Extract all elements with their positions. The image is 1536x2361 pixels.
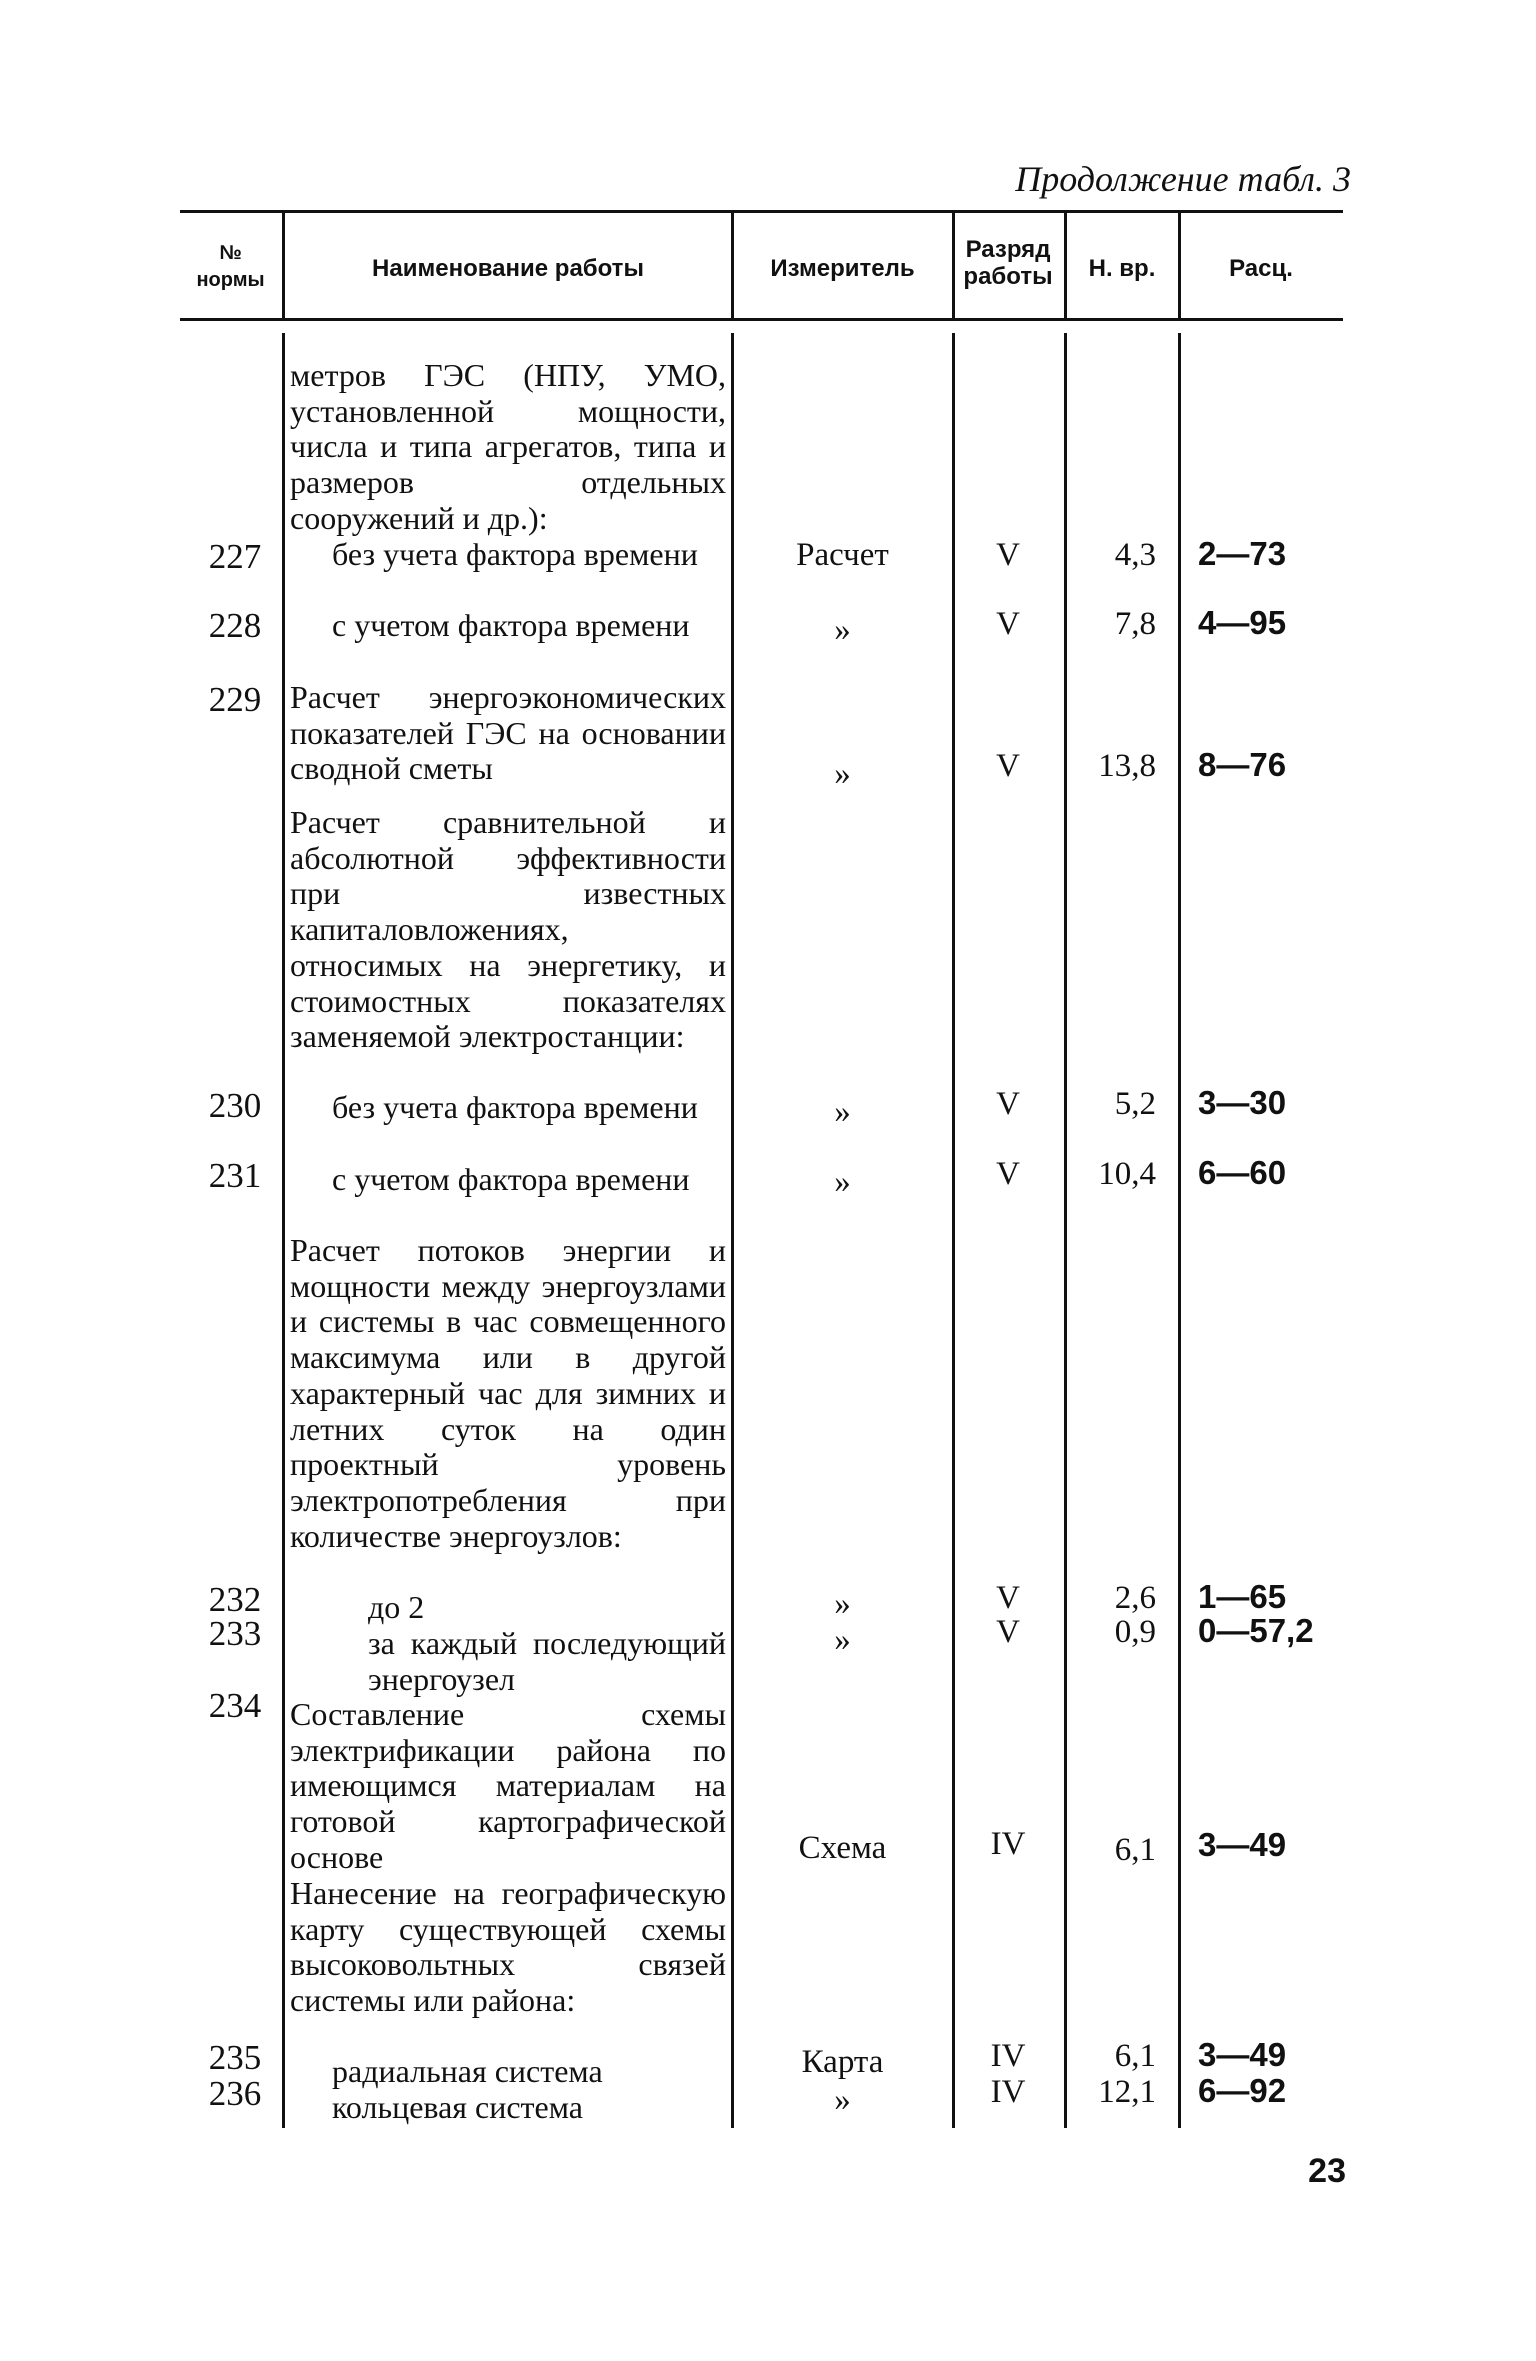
body-divider [1178, 333, 1181, 2128]
row-time: 13,8 [1098, 748, 1156, 784]
description-text: Расчет энергоэкономических показателей ГЭС на основании сводной сметы [290, 679, 726, 787]
row-time: 6,1 [1114, 2038, 1156, 2074]
row-rate: 8—76 [1198, 746, 1287, 783]
description-text: Расчет сравнительной и абсолютной эффективности при известных капиталовложениях, относимых на энергетику, и стоимостных показателях заменяемой электростанции: [290, 804, 726, 1055]
description-text: с учетом фактора времени [332, 607, 690, 643]
header-divider [731, 213, 734, 318]
row-rate: 2—73 [1198, 535, 1287, 572]
description-text: без учета фактора времени [332, 1089, 698, 1125]
header-unit: Измеритель [770, 255, 915, 282]
row-rate: 3—49 [1198, 1826, 1287, 1863]
row-grade: V [996, 1580, 1020, 1616]
row-number: 229 [208, 680, 262, 719]
description-text: без учета фактора времени [332, 536, 698, 572]
page-number: 23 [1308, 2152, 1346, 2190]
row-unit: » [834, 1586, 851, 1622]
row-number: 234 [208, 1686, 262, 1725]
description-text: метров ГЭС (НПУ, УМО, установленной мощности, числа и типа агрегатов, типа и размеров отдельных сооружений и др.): [290, 357, 726, 536]
row-time: 5,2 [1114, 1086, 1156, 1122]
header-time: Н. вр. [1088, 255, 1156, 282]
row-number: 236 [208, 2074, 262, 2113]
description-text: Нанесение на географическую карту существующей схемы высоковольтных связей системы или района: [290, 1875, 726, 2019]
header-bottom-rule [180, 318, 1343, 321]
row-unit: Схема [798, 1830, 887, 1866]
row-rate: 3—30 [1198, 1084, 1287, 1121]
body-divider [1064, 333, 1067, 2128]
row-number: 235 [208, 2038, 262, 2077]
description-text: Составление схемы электрификации района по имеющимся материалам на готовой картографической основе [290, 1696, 726, 1875]
row-unit: » [834, 1164, 851, 1200]
header-name: Наименование работы [372, 255, 644, 282]
row-rate: 0—57,2 [1198, 1612, 1314, 1649]
row-grade: IV [990, 2038, 1026, 2074]
row-unit: » [834, 1094, 851, 1130]
row-time: 12,1 [1098, 2074, 1156, 2110]
row-unit: Расчет [796, 537, 889, 573]
row-unit: » [834, 2082, 851, 2118]
description-text: Расчет потоков энергии и мощности между энергоузлами и системы в час совмещенного максимума или в другой характерный час для зимних и летних суток на один проектный уровень электропотребления при количестве энергоузлов: [290, 1232, 726, 1554]
description-text: кольцевая система [332, 2089, 583, 2125]
row-number: 233 [208, 1614, 262, 1653]
row-rate: 3—49 [1198, 2036, 1287, 2073]
row-rate: 1—65 [1198, 1578, 1287, 1615]
description-text: радиальная система [332, 2053, 603, 2089]
row-rate: 6—60 [1198, 1154, 1287, 1191]
description-text: до 2 [368, 1589, 425, 1625]
row-rate: 4—95 [1198, 604, 1287, 641]
description-text: за каждый последующий энергоузел [368, 1625, 726, 1697]
row-unit: » [834, 612, 851, 648]
table-caption: Продолжение табл. 3 [1015, 159, 1351, 199]
row-time: 10,4 [1098, 1156, 1156, 1192]
row-time: 7,8 [1114, 606, 1156, 642]
row-grade: V [996, 1086, 1020, 1122]
row-time: 6,1 [1114, 1832, 1156, 1868]
description-text: с учетом фактора времени [332, 1161, 690, 1197]
header-rate: Расц. [1229, 255, 1293, 282]
header-top-rule [180, 210, 1343, 213]
row-unit: » [834, 756, 851, 792]
row-unit: Карта [801, 2044, 884, 2080]
row-rate: 6—92 [1198, 2072, 1287, 2109]
row-time: 2,6 [1114, 1580, 1156, 1616]
row-grade: V [996, 1156, 1020, 1192]
row-grade: V [996, 537, 1020, 573]
body-divider [731, 333, 734, 2128]
header-number: № нормы [196, 242, 265, 291]
row-time: 4,3 [1114, 537, 1156, 573]
row-number: 231 [208, 1156, 262, 1195]
row-number: 232 [208, 1580, 262, 1619]
row-grade: V [996, 606, 1020, 642]
row-grade: IV [990, 1826, 1026, 1862]
row-grade: V [996, 1614, 1020, 1650]
row-number: 228 [208, 606, 262, 645]
body-divider [282, 333, 285, 2128]
row-number: 227 [208, 537, 262, 576]
row-time: 0,9 [1114, 1614, 1156, 1650]
row-unit: » [834, 1622, 851, 1658]
row-number: 230 [208, 1086, 262, 1125]
row-grade: V [996, 748, 1020, 784]
header-grade: Разряд работы [963, 236, 1053, 290]
row-grade: IV [990, 2074, 1026, 2110]
header-divider [282, 213, 285, 318]
